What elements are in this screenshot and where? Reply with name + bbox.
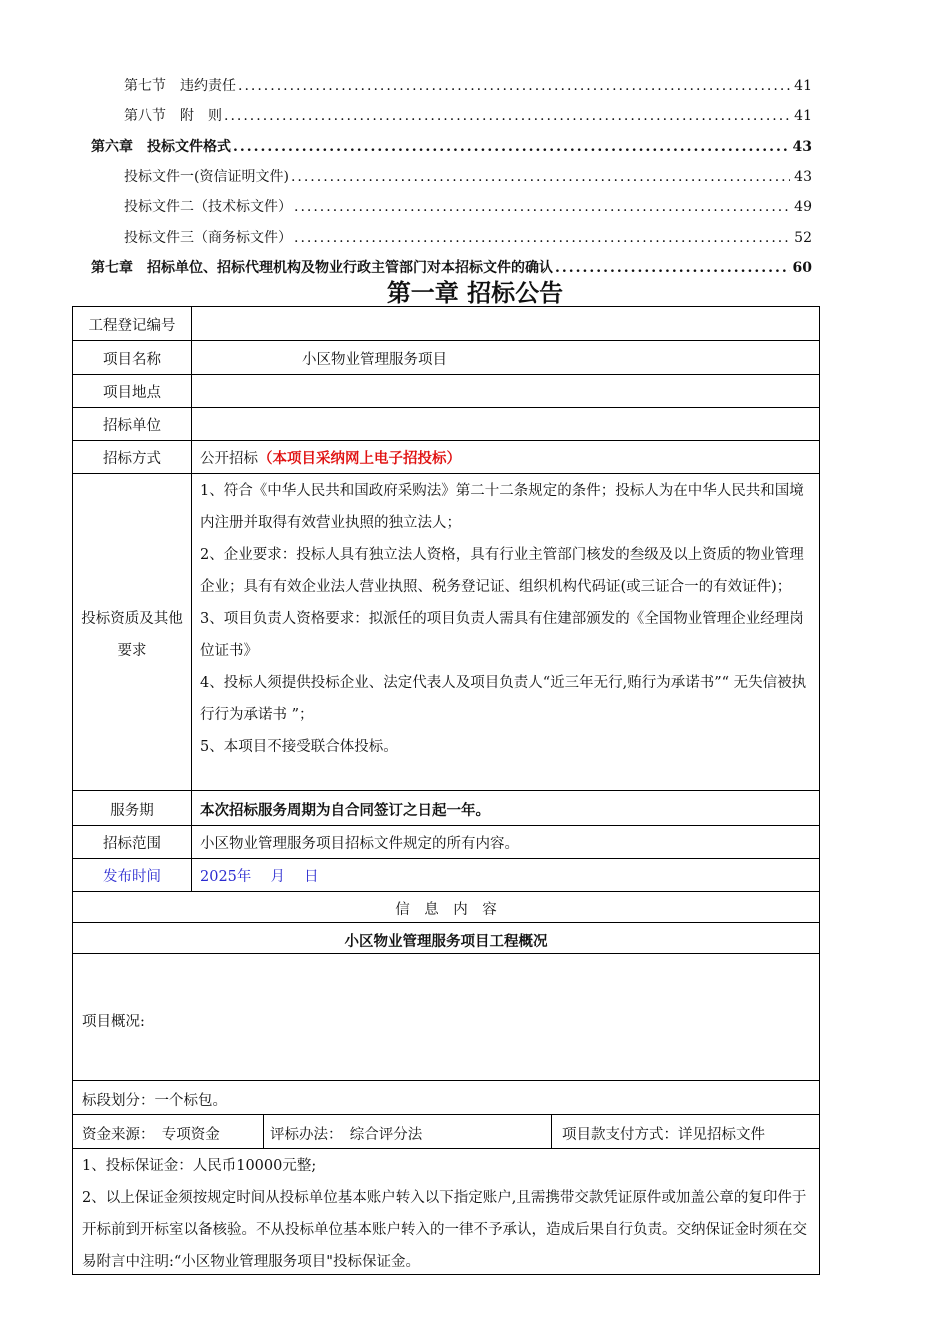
info-header: 信 息 内 容 — [395, 902, 497, 918]
toc-entry-label: 投标文件三（商务标文件） — [124, 230, 292, 246]
toc-entry[interactable] — [124, 75, 812, 97]
payment-method: 项目款支付方式：详见招标文件 — [562, 1127, 765, 1143]
eval-method: 评标办法： 综合评分法 — [270, 1127, 423, 1143]
toc-entry[interactable] — [124, 105, 812, 127]
toc-entry[interactable] — [91, 257, 812, 279]
qualification-label: 投标资质及其他要求 — [81, 611, 183, 659]
table-rule — [72, 407, 820, 408]
toc-entry-page: 43 — [792, 139, 812, 155]
toc-entry[interactable] — [91, 136, 812, 158]
table-rule — [72, 790, 820, 791]
method-cell — [200, 447, 815, 468]
reg-no-label: 工程登记编号 — [88, 318, 176, 334]
requirement-item: 4、投标人须提供投标企业、法定代表人及项目负责人“近三年无行,贿行为承诺书”“ 无失信被执行行为承诺书 ”； — [200, 675, 807, 723]
lots-value: 标段划分：一个标包。 — [82, 1093, 227, 1109]
publish-time-label: 发布时间 — [103, 869, 161, 885]
requirement-item: 2、企业要求：投标人具有独立法人资格，具有行业主管部门核发的叁级及以上资质的物业管理企业；具有有效企业法人营业执照、税务登记证、组织机构代码证(或三证合一的有效证件)； — [200, 547, 804, 595]
toc-entry-page: 41 — [794, 108, 812, 124]
table-rule — [72, 953, 820, 954]
toc-leader-dots — [233, 136, 790, 158]
toc-entry-label: 第八节 附 则 — [124, 108, 222, 124]
table-rule — [72, 1114, 820, 1115]
deposit-item: 1、投标保证金：人民币10000元整; — [82, 1158, 317, 1174]
table-rule — [72, 1148, 820, 1149]
toc-entry-page: 41 — [794, 78, 812, 94]
table-column-rule — [551, 1114, 552, 1148]
toc-entry-page: 43 — [794, 169, 812, 185]
toc-leader-dots — [238, 75, 790, 97]
method-label: 招标方式 — [103, 451, 161, 467]
toc-leader-dots — [291, 166, 790, 188]
overview-header: 小区物业管理服务项目工程概况 — [344, 933, 548, 950]
table-rule — [72, 891, 820, 892]
qualification-requirements — [200, 475, 815, 763]
toc-entry-label: 投标文件一(资信证明文件) — [124, 169, 289, 185]
toc-entry[interactable] — [124, 166, 812, 188]
table-rule — [72, 440, 820, 441]
toc-entry-page: 52 — [794, 230, 812, 246]
toc-leader-dots — [555, 257, 790, 279]
toc-leader-dots — [294, 227, 790, 249]
publish-time-value: 2025年 月 日 — [200, 869, 319, 885]
method-note: （本项目采纳网上电子招投标） — [258, 450, 461, 467]
requirement-item: 3、项目负责人资格要求：拟派任的项目负责人需具有住建部颁发的《全国物业管理企业经理岗位证书》 — [200, 611, 804, 659]
toc-entry-label: 第六章 投标文件格式 — [91, 139, 231, 155]
toc-leader-dots — [294, 196, 790, 218]
scope-value: 小区物业管理服务项目招标文件规定的所有内容。 — [200, 836, 519, 852]
requirement-item: 5、本项目不接受联合体投标。 — [200, 739, 398, 755]
table-column-rule — [263, 1114, 264, 1148]
table-rule — [72, 922, 820, 923]
service-period-value: 本次招标服务周期为自合同签订之日起一年。 — [200, 802, 490, 819]
toc-entry-label: 投标文件二（技术标文件） — [124, 199, 292, 215]
toc-entry-label: 第七章 招标单位、招标代理机构及物业行政主管部门对本招标文件的确认 — [91, 260, 553, 276]
project-name-label: 项目名称 — [103, 352, 161, 368]
table-rule — [72, 825, 820, 826]
chapter-title: 第一章 招标公告 — [386, 279, 564, 307]
table-rule — [72, 340, 820, 341]
toc-entry-label: 第七节 违约责任 — [124, 78, 236, 94]
toc-leader-dots — [224, 105, 790, 127]
tenderer-label: 招标单位 — [103, 418, 161, 434]
table-rule — [72, 473, 820, 474]
table-rule — [72, 374, 820, 375]
fund-source: 资金来源： 专项资金 — [82, 1127, 220, 1143]
overview-label: 项目概况: — [82, 1014, 145, 1030]
location-label: 项目地点 — [103, 385, 161, 401]
deposit-terms — [82, 1150, 812, 1278]
scope-label: 招标范围 — [103, 836, 161, 852]
requirement-item: 1、符合《中华人民共和国政府采购法》第二十二条规定的条件；投标人为在中华人民共和国境内注册并取得有效营业执照的独立法人； — [200, 483, 804, 531]
table-rule — [72, 1080, 820, 1081]
table-rule — [72, 858, 820, 859]
method-value: 公开招标 — [200, 451, 258, 467]
toc-entry[interactable] — [124, 196, 812, 218]
toc-entry-page: 49 — [794, 199, 812, 215]
project-name-value: 小区物业管理服务项目 — [302, 352, 447, 368]
toc-entry-page: 60 — [792, 260, 812, 276]
service-period-label: 服务期 — [110, 803, 154, 819]
toc-entry[interactable] — [124, 227, 812, 249]
deposit-item: 2、以上保证金须按规定时间从投标单位基本账户转入以下指定账户,且需携带交款凭证原件或加盖公章的复印件于开标前到开标室以备核验。不从投标单位基本账户转入的一律不予承认，造成后果自行负责。交纳保证金时须在交易附言中注明:“小区物业管理服务项目"投标保证金。 — [82, 1190, 807, 1270]
